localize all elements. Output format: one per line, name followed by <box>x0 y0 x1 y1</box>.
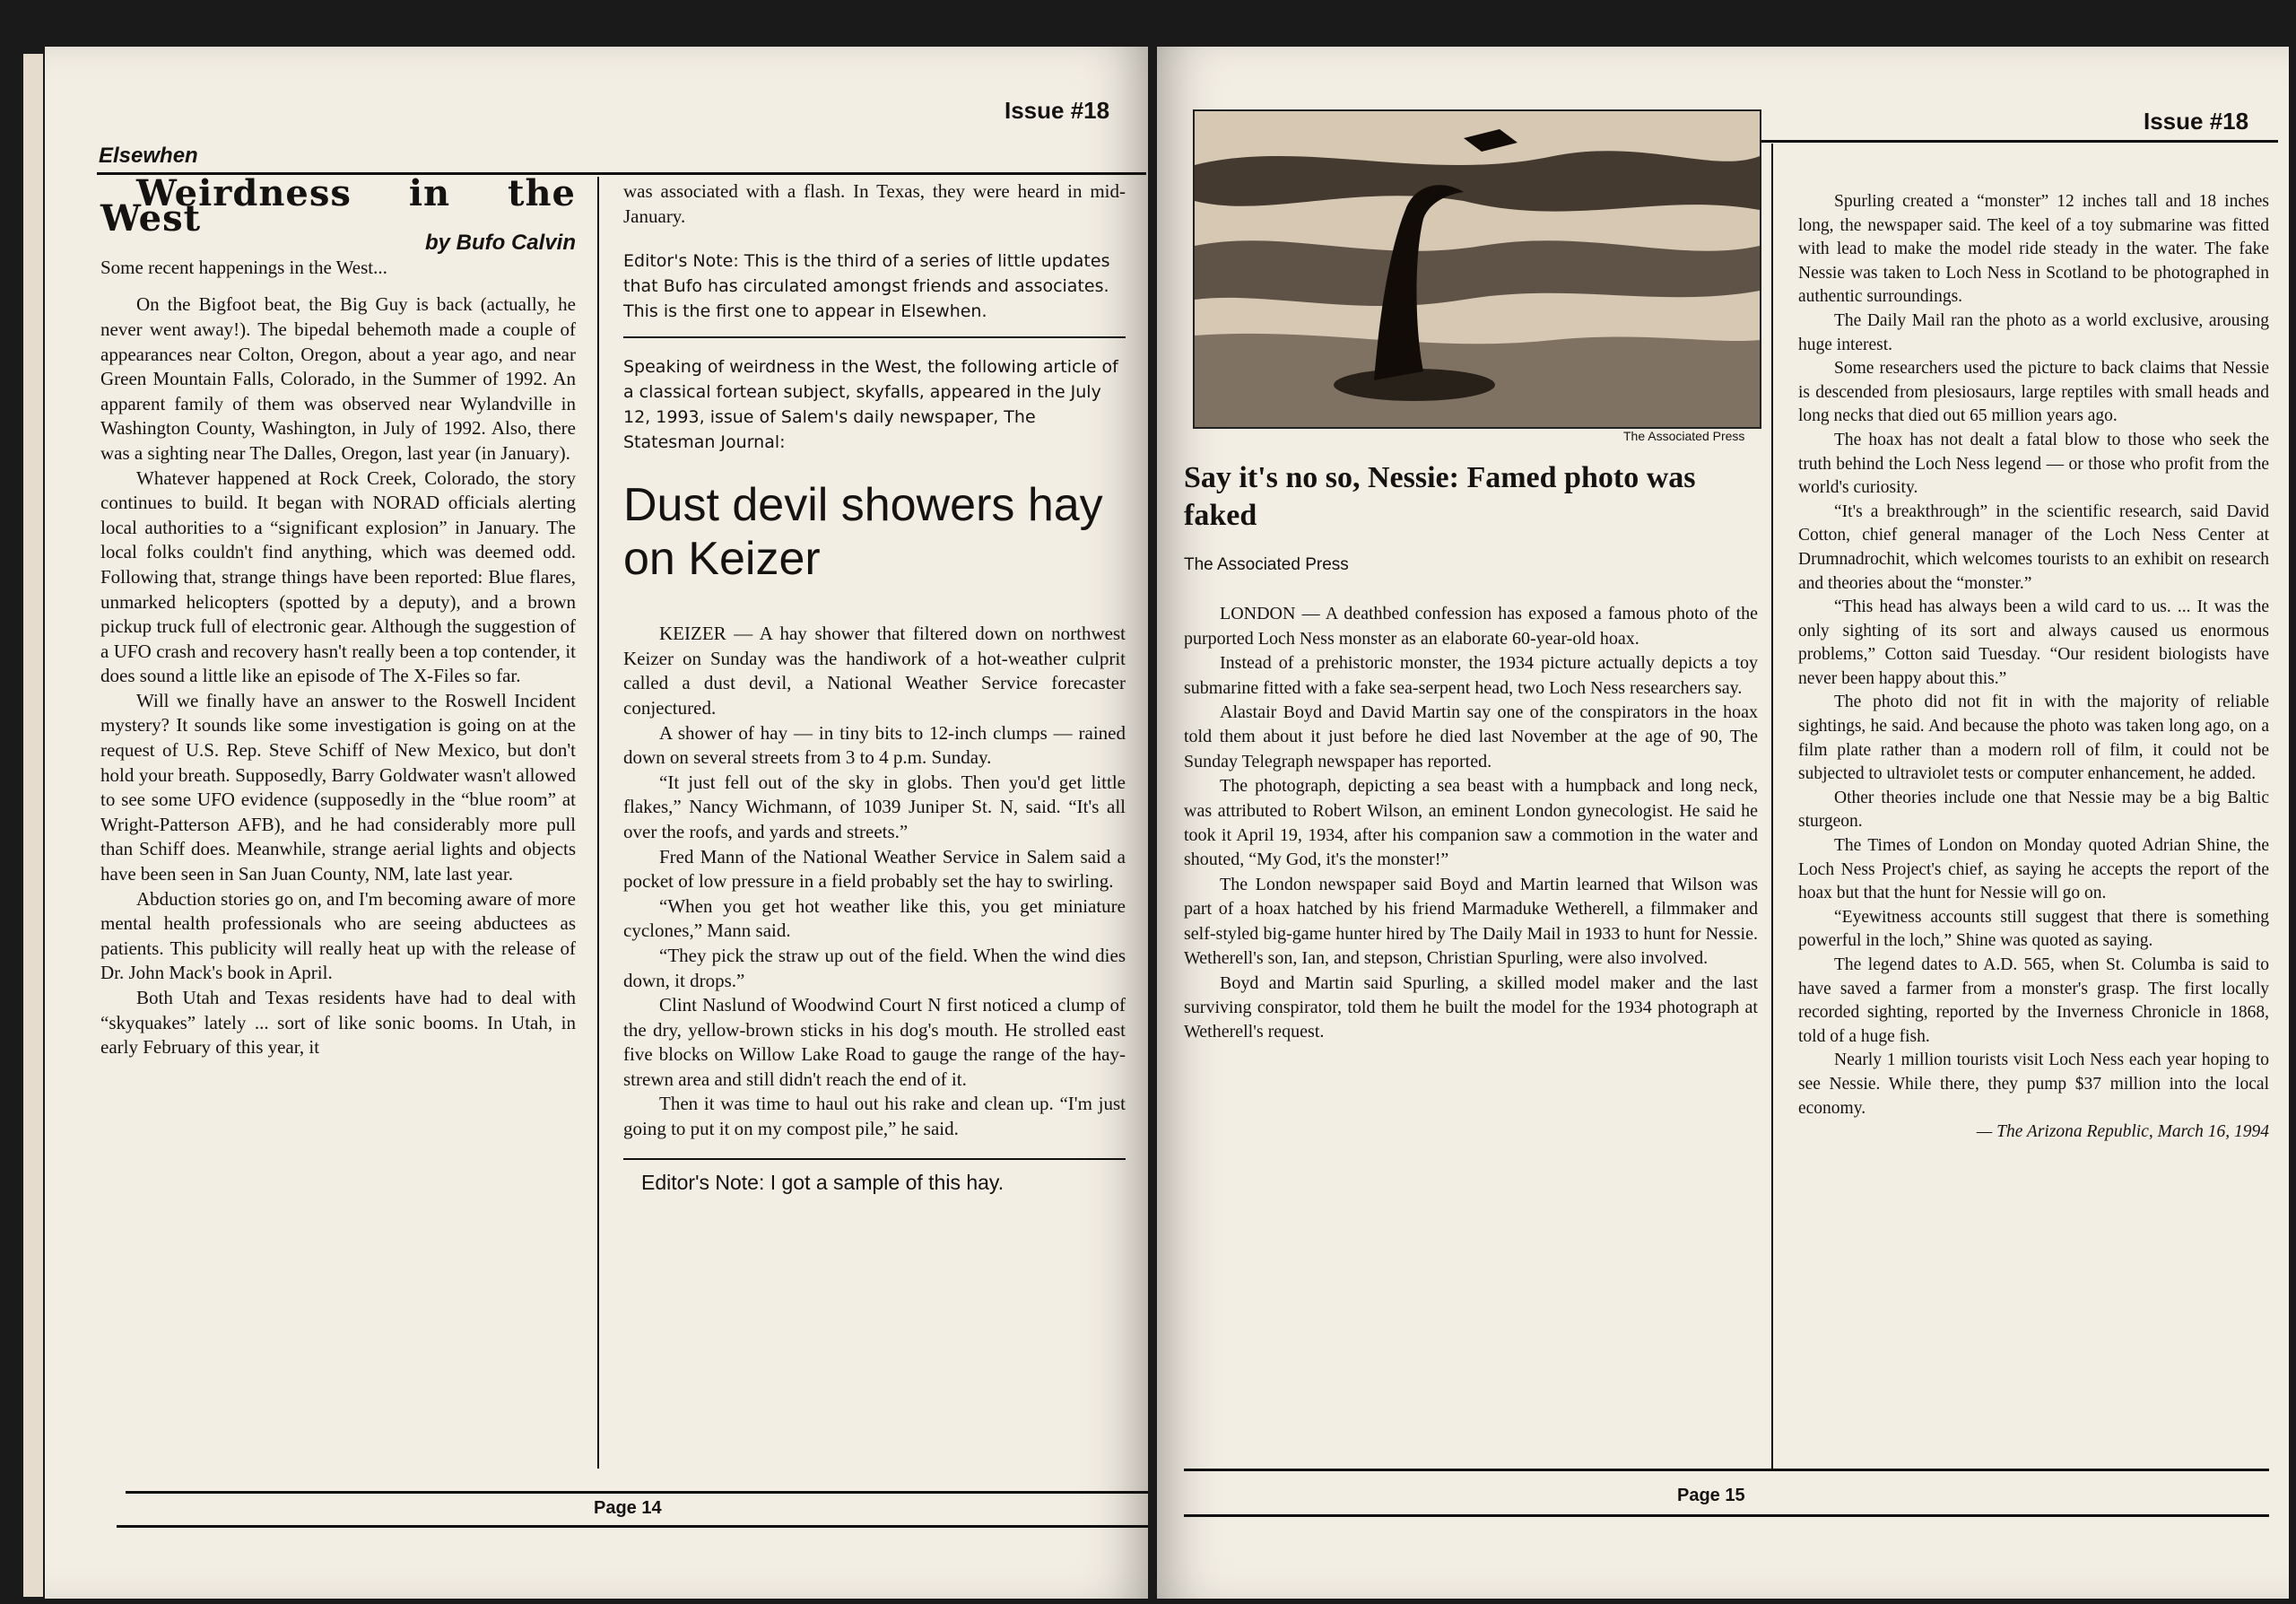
note-rule <box>623 1158 1126 1160</box>
paragraph: Then it was time to haul out his rake and clean up. “I'm just going to put it on my compost pile,” he said. <box>623 1093 1126 1140</box>
publication-name: Elsewhen <box>99 144 198 168</box>
paragraph: “It just fell out of the sky in globs. Then you'd get little flakes,” Nancy Wichmann, of 1039 Juniper St. N, said. “It's all over the roofs, and yards and streets.” <box>623 771 1126 842</box>
column-2 <box>1798 190 2269 1145</box>
paragraph: Other theories include one that Nessie may be a big Baltic sturgeon. <box>1798 788 2269 832</box>
column-1 <box>1184 459 1758 1045</box>
paragraph: Instead of a prehistoric monster, the 1934 picture actually depicts a toy submarine fitted with a fake sea-serpent head, two Loch Ness researchers say. <box>1184 653 1758 698</box>
paragraph: “Eyewitness accounts still suggest that there is something powerful in the loch,” Shine was quoted as saying. <box>1798 907 2269 951</box>
editor-note-box <box>623 248 1126 324</box>
footer-rule-bottom <box>1184 1514 2269 1517</box>
byline: by Bufo Calvin <box>424 231 576 256</box>
paragraph: A shower of hay — in tiny bits to 12-inch clumps — rained down on several streets from 3 to 4 p.m. Sunday. <box>623 721 1126 769</box>
column-divider <box>1771 144 1773 1471</box>
article-title: Weirdness in the West <box>100 172 576 240</box>
nessie-photo <box>1193 109 1761 429</box>
continuation-text: was associated with a flash. In Texas, they were heard in mid-January. <box>623 180 1126 227</box>
editor-note: Editor's Note: This is the third of a series of little updates that Bufo has circulated amongst friends and associates. This is the first one to appear in Elsewhen. <box>623 251 1110 322</box>
dust-devil-headline: Dust devil showers hay on Keizer <box>623 479 1103 586</box>
paragraph: Alastair Boyd and David Martin say one of the conspirators in the hoax told them about it just before he died last November at the age of 90, The Sunday Telegraph newspaper has reported. <box>1184 702 1758 771</box>
source-attribution: — The Arizona Republic, March 16, 1994 <box>1976 1122 2269 1142</box>
photo-credit: The Associated Press <box>1623 429 1745 443</box>
paragraph: Clint Naslund of Woodwind Court N first noticed a clump of the dry, yellow-brown sticks in his dog's mouth. He strolled east five blocks on Willow Lake Road to gauge the range of the hay-strewn area and still didn't reach the end of it. <box>623 994 1126 1090</box>
paragraph: The photograph, depicting a sea beast with a humpback and long neck, was attributed to Robert Wilson, an eminent London gynecologist. He said he took it April 19, 1934, after his companion saw a commotion in the water and shouted, “My God, it's the monster!” <box>1184 776 1758 870</box>
column-1 <box>100 172 576 1060</box>
paragraph: Spurling created a “monster” 12 inches tall and 18 inches long, the newspaper said. The keel of a toy submarine was fitted with lead to make the model ride steady in the water. The fake Nessie was taken to Loch Ness in Scotland to be photographed in authentic surroundings. <box>1798 192 2269 307</box>
footer-rule-top <box>1184 1469 2269 1471</box>
paragraph: Whatever happened at Rock Creek, Colorado, the story continues to build. It began with NORAD officials alerting local authorities to a “significant explosion” in January. The local folks couldn't find anything, which was deemed odd. Following that, strange things have been reported: Blue flares, unmarked helicopters (spotted by a deputy), and a brown pickup truck full of electronic gear. Although the suggestion of a UFO crash and recovery hasn't really been a top contender, it does sound a little like an episode of The X-Files so far. <box>100 466 576 687</box>
paragraph: Both Utah and Texas residents have had to deal with “skyquakes” lately ... sort of like sonic booms. In Utah, in early February of this year, it <box>100 987 576 1059</box>
paragraph: The Daily Mail ran the photo as a world exclusive, arousing huge interest. <box>1798 310 2269 354</box>
skyfalls-intro: Speaking of weirdness in the West, the following article of a classical fortean subject, skyfalls, appeared in the July 12, 1993, issue of Salem's daily newspaper, The Statesman Journal: <box>623 357 1118 453</box>
paragraph: The Times of London on Monday quoted Adrian Shine, the Loch Ness Project's chief, as saying he accepts the report of the hoax but that the hunt for Nessie will go on. <box>1798 836 2269 903</box>
page-number: Page 15 <box>1677 1486 1745 1505</box>
issue-label: Issue #18 <box>2144 108 2249 135</box>
footer-rule-bottom <box>117 1525 1148 1528</box>
paragraph: Nearly 1 million tourists visit Loch Ness each year hoping to see Nessie. While there, they pump $37 million into the local economy. <box>1798 1050 2269 1118</box>
page-stack-edge <box>23 54 43 1597</box>
paragraph: The hoax has not dealt a fatal blow to those who seek the truth behind the Loch Ness legend — or those who profit from the world's curiosity. <box>1798 430 2269 498</box>
nessie-headline: Say it's no so, Nessie: Famed photo was faked <box>1184 461 1696 532</box>
editor-note-hay: Editor's Note: I got a sample of this hay. <box>641 1170 1004 1194</box>
paragraph: The legend dates to A.D. 565, when St. Columba is said to have saved a farmer from a monster's grasp. The first locally recorded sighting, reported by the Inverness Chronicle in 1868, told of a huge fish. <box>1798 955 2269 1046</box>
skyfalls-intro-box <box>623 354 1126 455</box>
issue-label: Issue #18 <box>1004 97 1110 124</box>
page-number: Page 14 <box>594 1498 662 1518</box>
column-2 <box>623 179 1126 1195</box>
paragraph: “It's a breakthrough” in the scientific research, said David Cotton, chief general manager of the Loch Ness Center at Drumnadrochit, which welcomes tourists to an exhibit on research and theories about the “monster.” <box>1798 501 2269 593</box>
paragraph: KEIZER — A hay shower that filtered down on northwest Keizer on Sunday was the handiwork of a hot-weather culprit called a dust devil, a National Weather Service forecaster conjectured. <box>623 623 1126 719</box>
wire-credit: The Associated Press <box>1184 555 1349 574</box>
paragraph: Some researchers used the picture to back claims that Nessie is descended from plesiosaurs, large reptiles with small heads and long necks that died out 65 million years ago. <box>1798 359 2269 426</box>
left-page <box>45 47 1148 1599</box>
right-page <box>1157 47 2289 1599</box>
nessie-photo-image <box>1195 111 1760 427</box>
paragraph: Fred Mann of the National Weather Service in Salem said a pocket of low pressure in a field probably set the hay to swirling. <box>623 845 1126 893</box>
paragraph: “They pick the straw up out of the field. When the wind dies down, it drops.” <box>623 944 1126 991</box>
paragraph: “When you get hot weather like this, you get miniature cyclones,” Mann said. <box>623 894 1126 942</box>
paragraph: The photo did not fit in with the majority of reliable sightings, he said. And because the photo was taken long ago, on a film plate rather than a modern roll of film, it could not be subjected to ultraviolet tests or computer enhancement, he added. <box>1798 693 2269 784</box>
column-divider <box>597 177 599 1469</box>
paragraph: Abduction stories go on, and I'm becoming aware of more mental health professionals who are seeing abductees as patients. This publicity will really heat up with the release of Dr. John Mack's book in April. <box>100 887 576 984</box>
paragraph: Boyd and Martin said Spurling, a skilled model maker and the last surviving conspirator, told them he built the model for the 1934 photograph at Wetherell's request. <box>1184 972 1758 1042</box>
paragraph: On the Bigfoot beat, the Big Guy is back (actually, he never went away!). The bipedal behemoth made a couple of appearances near Colton, Oregon, about a year ago, and near Green Mountain Falls, Colorado, in the Summer of 1992. An apparent family of them was observed near Wylandville in Washington County, Washington, in July of 1992. Also, there was a sighting near The Dalles, Oregon, last year (in January). <box>100 293 576 464</box>
paragraph: Will we finally have an answer to the Roswell Incident mystery? It sounds like some investigation is going on at the request of U.S. Rep. Steve Schiff of New Mexico, but don't hold your breath. Supposedly, Barry Goldwater wasn't allowed to see some UFO evidence (supposedly in the “blue room” at Wright-Patterson AFB), and he had considerably more pull than Schiff does. Meanwhile, strange aerial lights and objects have been seen in San Juan County, NM, late last year. <box>100 689 576 885</box>
paragraph: LONDON — A deathbed confession has exposed a famous photo of the purported Loch Ness monster as an elaborate 60-year-old hoax. <box>1184 604 1758 649</box>
paragraph: “This head has always been a wild card to us. ... It was the only sighting of its sort and always caused us enormous problems,” Cotton said Tuesday. “Our resident biologists have never been happy about this.” <box>1798 597 2269 688</box>
footer-rule-top <box>126 1491 1148 1494</box>
intro-text: Some recent happenings in the West... <box>100 256 387 278</box>
paragraph: The London newspaper said Boyd and Martin learned that Wilson was part of a hoax hatched by his friend Marmaduke Wetherell, a filmmaker and self-styled big-game hunter hired by The Daily Mail in 1933 to hunt for Nessie. Wetherell's son, Ian, and stepson, Christian Spurling, were also involved. <box>1184 874 1758 969</box>
note-rule <box>623 336 1126 338</box>
